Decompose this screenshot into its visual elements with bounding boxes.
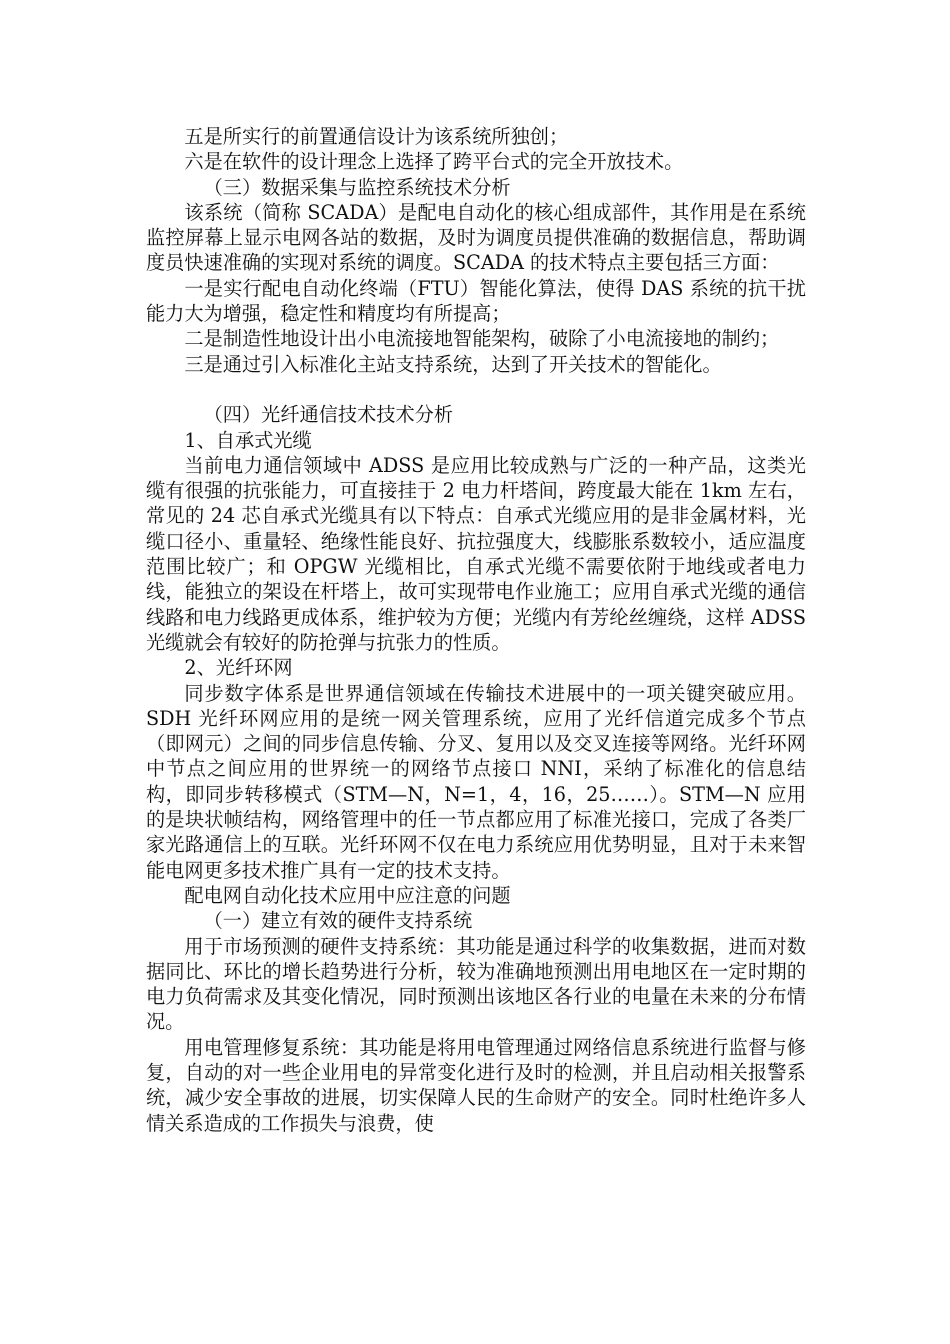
subheading-fiber-ring: 2、光纤环网 bbox=[184, 656, 293, 680]
paragraph-point-six: 六是在软件的设计理念上选择了跨平台式的完全开放技术。 bbox=[184, 150, 684, 174]
paragraph-scada-intro: 该系统（简称 SCADA）是配电自动化的核心组成部件，其作用是在系统监控屏幕上显示电网各站的数据，及时为调度员提供准确的数据信息，帮助调度员快速准确的实现对系统的调度。SCADA 的技术特点主要包括三方面： bbox=[146, 200, 806, 275]
paragraph-usage-management: 用电管理修复系统：其功能是将用电管理通过网络信息系统进行监督与修复，自动的对一些企业用电的异常变化进行及时的检测，并且启动相关报警系统，减少安全事故的进展，切实保障人民的生命财产的安全。同时杜绝许多人情关系造成的工作损失与浪费，使 bbox=[146, 1035, 806, 1135]
paragraph-market-forecast: 用于市场预测的硬件支持系统：其功能是通过科学的收集数据，进而对数据同比、环比的增长趋势进行分析，较为准确地预测出用电地区在一定时期的电力负荷需求及其变化情况，同时预测出该地区各行业的电量在未来的分布情况。 bbox=[146, 934, 806, 1034]
blank-line bbox=[146, 377, 806, 402]
paragraph-fiber-ring: 同步数字体系是世界通信领域在传输技术进展中的一项关键突破应用。SDH 光纤环网应用的是统一网关管理系统，应用了光纤信道完成多个节点（即网元）之间的同步信息传输、分叉、复用以及交叉连接等网络。光纤环网中节点之间应用的世界统一的网络节点接口 NNI，采纳了标准化的信息结构，即同步转移模式（STM—N，N=1，4，16，25……）。STM—N 应用的是块状帧结构，网络管理中的任一节点都应用了标准光接口，完成了各类厂家光路通信上的互联。光纤环网不仅在电力系统应用优势明显，且对于未来智能电网更多技术推广具有一定的技术支持。 bbox=[146, 681, 806, 882]
paragraph-scada-point-one: 一是实行配电自动化终端（FTU）智能化算法，使得 DAS 系统的抗干扰能力大为增强，稳定性和精度均有所提高； bbox=[146, 276, 806, 326]
section-heading-scada: （三）数据采集与监控系统技术分析 bbox=[203, 175, 511, 199]
paragraph-adss: 当前电力通信领域中 ADSS 是应用比较成熟与广泛的一种产品，这类光缆有很强的抗张能力，可直接挂于 2 电力杆塔间，跨度最大能在 1km 左右，常见的 24 芯自承式光缆具有以下特点：自承式光缆应用的是非金属材料，光缆口径小、重量轻、绝缘性能良好、抗拉强度大，线膨胀系数较小，适应温度范围比较广；和 OPGW 光缆相比，自承式光缆不需要依附于地线或者电力线，能独立的架设在杆塔上，故可实现带电作业施工；应用自承式光缆的通信线路和电力线路更成体系，维护较为方便；光缆内有芳纶丝缠绕，这样 ADSS 光缆就会有较好的防抢弹与抗张力的性质。 bbox=[146, 453, 806, 654]
paragraph-point-five: 五是所实行的前置通信设计为该系统所独创； bbox=[184, 125, 569, 148]
document-page bbox=[146, 124, 806, 1136]
section-heading-fiber: （四）光纤通信技术技术分析 bbox=[203, 403, 454, 427]
section-heading-hardware: （一）建立有效的硬件支持系统 bbox=[203, 909, 473, 933]
subheading-adss: 1、自承式光缆 bbox=[184, 428, 312, 452]
section-heading-issues: 配电网自动化技术应用中应注意的问题 bbox=[184, 883, 511, 907]
paragraph-scada-point-two: 二是制造性地设计出小电流接地智能架构，破除了小电流接地的制约； bbox=[184, 327, 780, 351]
paragraph-scada-point-three: 三是通过引入标准化主站支持系统，达到了开关技术的智能化。 bbox=[184, 352, 722, 376]
